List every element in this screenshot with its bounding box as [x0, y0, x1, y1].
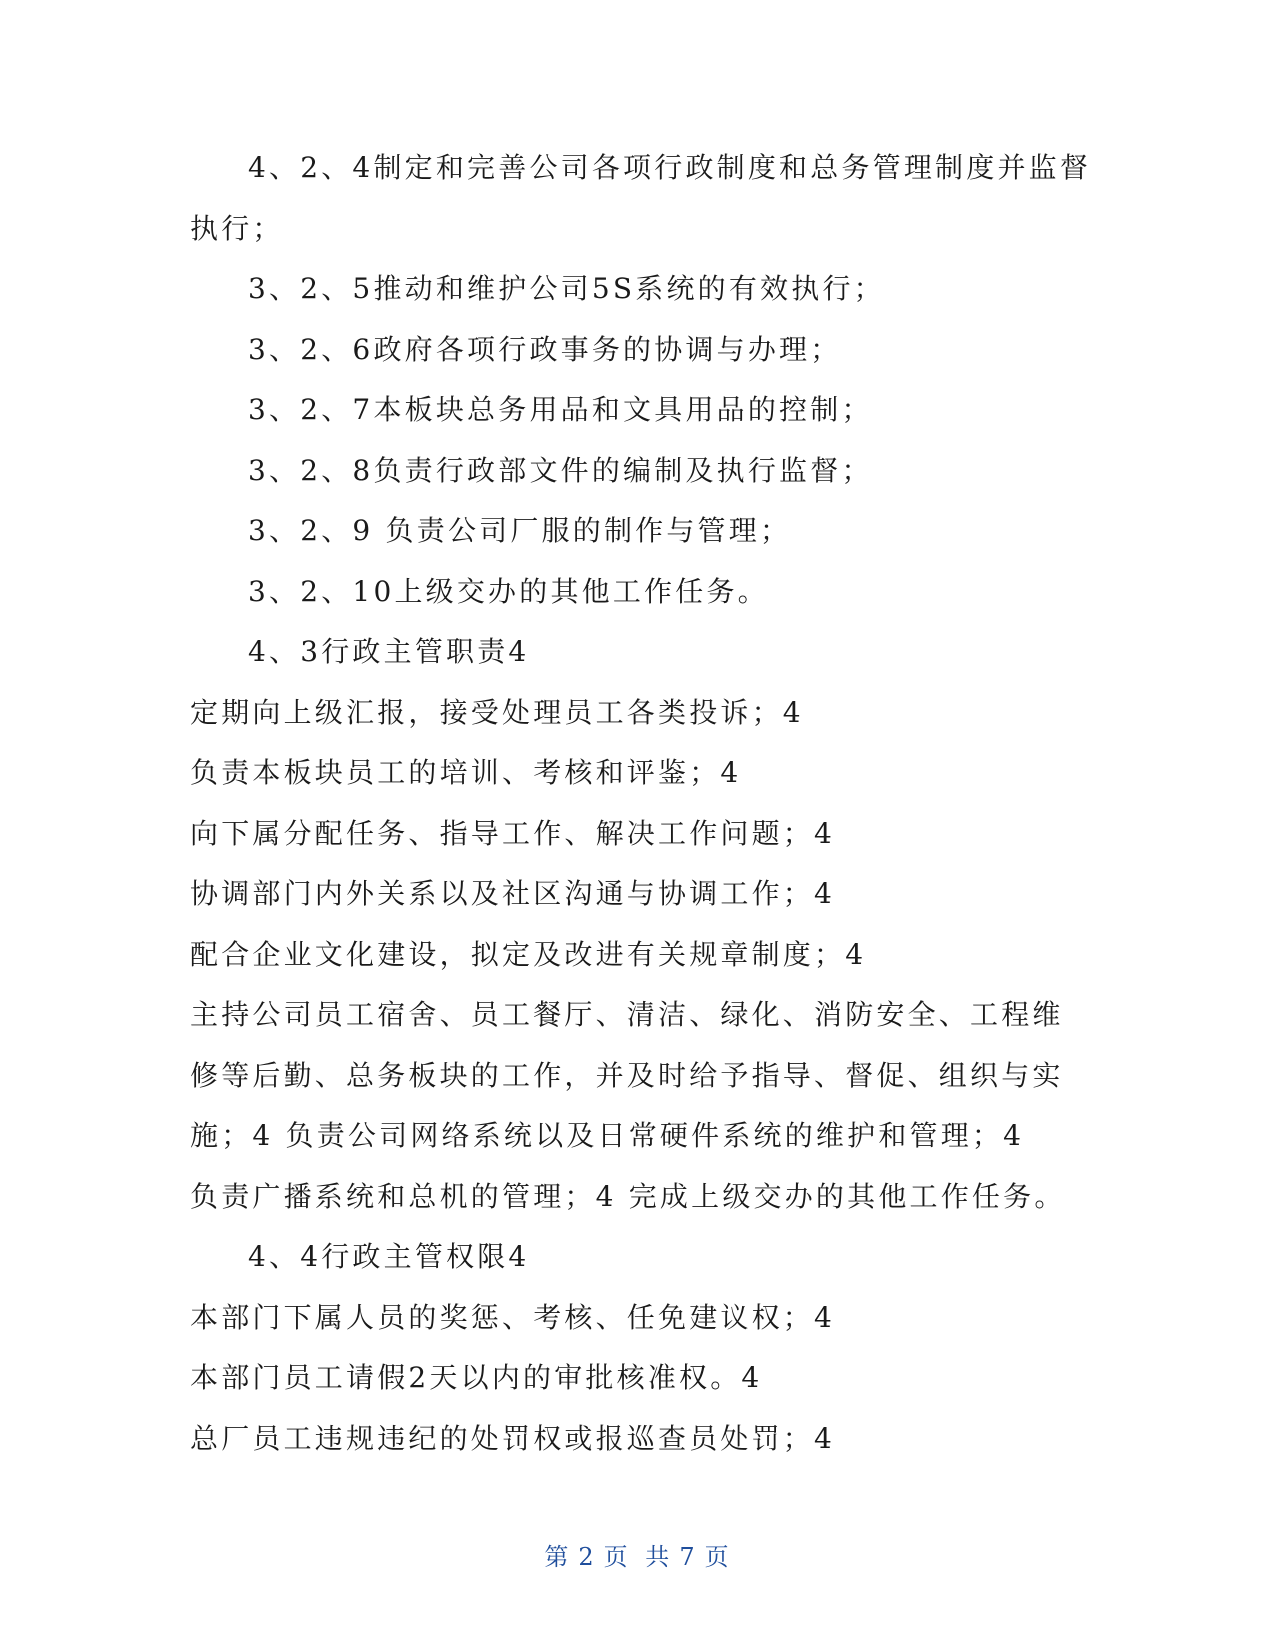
text-line: 负责广播系统和总机的管理；4 完成上级交办的其他工作任务。	[190, 1179, 1066, 1213]
text-line: 向下属分配任务、指导工作、解决工作问题；4	[190, 816, 836, 850]
text-line: 本部门员工请假2天以内的审批核准权。4	[190, 1361, 763, 1394]
text-line: 执行；	[190, 211, 284, 245]
text-line: 总厂员工违规违纪的处罚权或报巡查员处罚；4	[190, 1421, 836, 1455]
current-page-number: 2	[578, 1543, 596, 1571]
text-line: 负责本板块员工的培训、考核和评鉴；4	[190, 756, 742, 789]
text-line: 主持公司员工宿舍、员工餐厅、清洁、绿化、消防安全、工程维	[190, 998, 1064, 1031]
section-heading: 4、4行政主管权限4	[248, 1240, 530, 1273]
text-line: 施；4 负责公司网络系统以及日常硬件系统的维护和管理；4	[190, 1119, 1025, 1152]
text-line: 3、2、6政府各项行政事务的协调与办理；	[248, 332, 842, 366]
text-line: 3、2、8负责行政部文件的编制及执行监督；	[248, 453, 873, 487]
text-line: 4、2、4制定和完善公司各项行政制度和总务管理制度并监督	[248, 151, 1092, 184]
section-heading: 4、3行政主管职责4	[248, 635, 530, 668]
footer-middle: 页 共	[603, 1543, 672, 1571]
page-footer	[0, 1537, 1275, 1572]
text-line: 3、2、5推动和维护公司5S系统的有效执行；	[248, 272, 885, 305]
text-line: 修等后勤、总务板块的工作，并及时给予指导、督促、组织与实	[190, 1058, 1064, 1092]
document-body	[190, 138, 1090, 1469]
text-line: 协调部门内外关系以及社区沟通与协调工作；4	[190, 877, 836, 910]
text-line: 3、2、10上级交办的其他工作任务。	[248, 574, 769, 608]
text-line: 本部门下属人员的奖惩、考核、任免建议权；4	[190, 1300, 836, 1334]
total-page-count: 7	[679, 1543, 697, 1571]
text-line: 3、2、9 负责公司厂服的制作与管理；	[248, 514, 792, 547]
text-line: 定期向上级汇报，接受处理员工各类投诉；4	[190, 695, 804, 729]
footer-suffix: 页	[704, 1543, 731, 1571]
text-line: 3、2、7本板块总务用品和文具用品的控制；	[248, 393, 873, 426]
text-line: 配合企业文化建设，拟定及改进有关规章制度；4	[190, 937, 867, 971]
footer-prefix: 第	[544, 1543, 571, 1571]
